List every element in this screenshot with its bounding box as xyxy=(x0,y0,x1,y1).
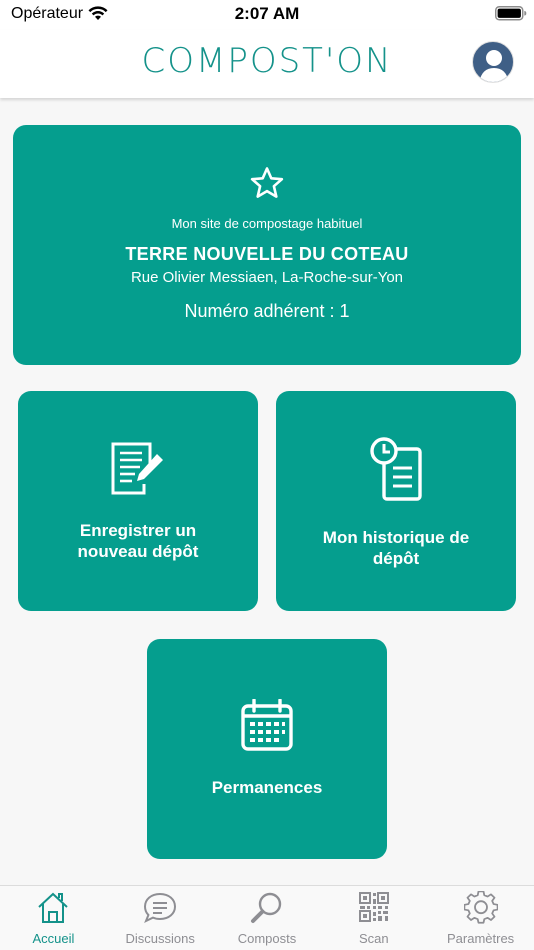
search-icon xyxy=(250,891,284,925)
avatar-silhouette-icon xyxy=(473,42,514,83)
member-number: Numéro adhérent : 1 xyxy=(184,301,350,321)
app-title: COMPOST'ON xyxy=(141,41,393,81)
tab-bar xyxy=(0,885,534,950)
tab-label: Discussions xyxy=(125,931,195,946)
permanences-label: Permanences xyxy=(211,778,323,797)
history-label-line1: Mon historique de xyxy=(322,528,470,547)
star-icon xyxy=(249,166,285,200)
tab-composts[interactable] xyxy=(214,886,321,950)
history-clipboard-icon xyxy=(368,435,424,503)
carrier-label: Opérateur xyxy=(11,5,84,22)
tab-scan[interactable] xyxy=(320,886,427,950)
qr-code-icon xyxy=(358,891,390,923)
tab-accueil[interactable] xyxy=(0,886,107,950)
new-deposit-label-line1: Enregistrer un xyxy=(79,521,197,540)
history-label-line2: dépôt xyxy=(372,549,420,568)
user-avatar-icon[interactable] xyxy=(472,41,514,83)
clock: 2:07 AM xyxy=(234,4,300,23)
permanences-button[interactable] xyxy=(147,639,387,859)
tab-discussions[interactable] xyxy=(107,886,214,950)
battery-icon xyxy=(495,6,527,21)
tab-label: Scan xyxy=(358,931,389,946)
calendar-icon xyxy=(241,699,293,751)
status-bar xyxy=(0,0,534,30)
site-name: TERRE NOUVELLE DU COTEAU xyxy=(125,244,409,264)
history-label xyxy=(286,527,506,569)
home-icon xyxy=(36,891,70,925)
form-edit-icon xyxy=(110,441,166,497)
new-deposit-button[interactable] xyxy=(18,391,258,611)
new-deposit-label-line2: nouveau dépôt xyxy=(77,542,199,561)
tab-parametres[interactable] xyxy=(427,886,534,950)
gear-icon xyxy=(464,891,498,925)
tab-label: Paramètres xyxy=(446,931,515,946)
app-header xyxy=(0,30,534,98)
deposit-history-button[interactable] xyxy=(276,391,516,611)
chat-icon xyxy=(142,891,178,925)
site-address: Rue Olivier Messiaen, La-Roche-sur-Yon xyxy=(130,269,404,286)
new-deposit-label xyxy=(28,520,248,562)
usual-site-card[interactable] xyxy=(13,125,521,365)
tab-label: Accueil xyxy=(32,931,75,946)
site-caption: Mon site de compostage habituel xyxy=(171,216,363,231)
tab-label: Composts xyxy=(237,931,297,946)
